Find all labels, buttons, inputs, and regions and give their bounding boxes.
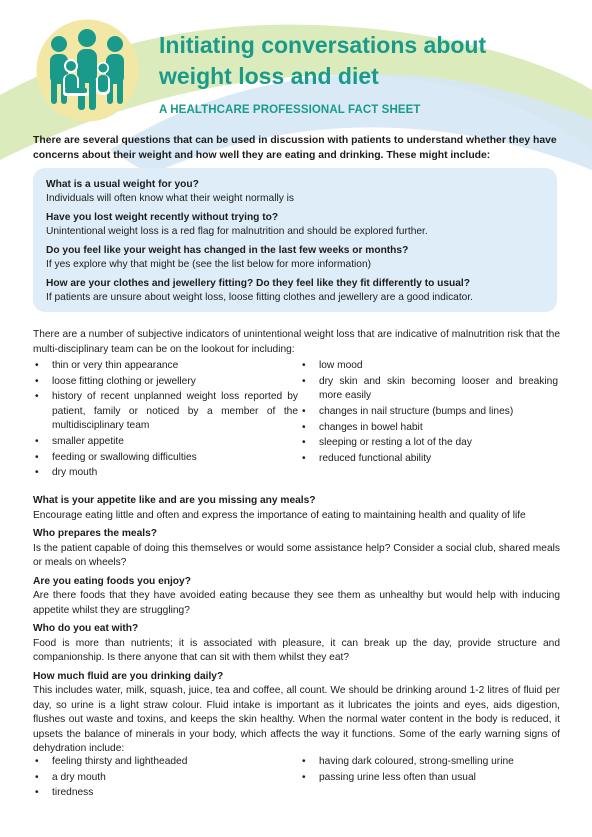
answer-text: Unintentional weight loss is a red flag for malnutrition and should be explored further. (46, 226, 428, 237)
answer-text: If yes explore why that might be (see the list below for more information) (46, 259, 372, 270)
qa-heading: How much fluid are you drinking daily? (33, 670, 224, 682)
indicators-intro: There are a number of subjective indicators of unintentional weight loss that are indicative of malnutrition risk that the multi-disciplinary team can be on the lookout for including: (33, 329, 560, 355)
list-item: • having dark coloured, strong-smelling urine (300, 755, 558, 769)
list-item: • low mood (300, 359, 558, 373)
list-item: • changes in bowel habit (300, 421, 558, 435)
qa-text: Are there foods that they have avoided eating because they see them as unhealthy but would help with inducing appetite whilst they are struggling? (33, 590, 560, 616)
qa-text: Food is more than nutrients; it is associated with pleasure, it can break up the day, provide structure and companionship. Is there anyone that can sit with them whilst they eat? (33, 637, 560, 663)
question-text: How are your clothes and jewellery fitting? Do they feel like they fit differently to usual? (46, 278, 470, 289)
list-item: • dry skin and skin becoming looser and breaking more easily (300, 375, 558, 404)
title-line-2: weight loss and diet (159, 63, 379, 89)
list-item: • dry mouth (33, 466, 298, 480)
list-item: • thin or very thin appearance (33, 359, 298, 373)
qa-heading: Are you eating foods you enjoy? (33, 575, 191, 587)
list-item: • feeding or swallowing difficulties (33, 451, 298, 465)
question-text: What is a usual weight for you? (46, 179, 199, 190)
list-item: • loose fitting clothing or jewellery (33, 375, 298, 389)
list-item: • sleeping or resting a lot of the day (300, 436, 558, 450)
list-item: • reduced functional ability (300, 452, 558, 466)
title-line-1: Initiating conversations about (159, 32, 487, 58)
qa-heading: Who prepares the meals? (33, 528, 157, 539)
people-group-icon (35, 18, 140, 123)
qa-text: Encourage eating little and often and express the importance of eating to maintaining health and quality of life (33, 509, 526, 521)
page-title (159, 30, 579, 92)
list-item: • tiredness (33, 786, 298, 800)
list-item: • a dry mouth (33, 771, 298, 785)
qa-heading: Who do you eat with? (33, 623, 139, 634)
question-item (46, 244, 544, 272)
qa-heading: What is your appetite like and are you missing any meals? (33, 495, 316, 506)
list-item: • smaller appetite (33, 435, 298, 449)
qa-text: This includes water, milk, squash, juice, tea and coffee, all count. We should be drinking around 1-2 litres of fluid per day, so urine is a light straw colour. Fluid intake is important as it lubricates the joints and eyes, aids digestion, flushes out waste and toxins, and keeps the skin healthy. When the normal water content in the body is reduced, it upsets the balance of minerals in your body, which affects the way it functions. Some of the early warning signs of dehydration include: (33, 685, 560, 754)
question-text: Do you feel like your weight has changed in the last few weeks or months? (46, 245, 409, 256)
list-item: • feeling thirsty and lightheaded (33, 755, 298, 769)
list-item: • changes in nail structure (bumps and lines) (300, 405, 558, 419)
list-item: • passing urine less often than usual (300, 771, 558, 785)
indicators-list-left (33, 359, 298, 482)
intro-paragraph: There are several questions that can be used in discussion with patients to understand whether they have concerns about their weight and how well they are eating and drinking. These might include: (33, 135, 557, 161)
question-box (33, 168, 557, 312)
indicators-list-right (300, 359, 558, 468)
qa-text: Is the patient capable of doing this themselves or would some assistance help? Consider a social club, shared meals or meals on wheels? (33, 542, 560, 568)
page-subtitle: A HEALTHCARE PROFESSIONAL FACT SHEET (159, 104, 421, 116)
answer-text: Individuals will often know what their weight normally is (46, 193, 295, 204)
question-text: Have you lost weight recently without trying to? (46, 212, 279, 223)
question-item (46, 277, 544, 305)
question-item (46, 211, 544, 239)
dehydration-list-right (300, 755, 558, 786)
question-item (46, 178, 544, 206)
list-item: • history of recent unplanned weight loss reported by patient, family or noticed by a member of the multidisciplinary team (33, 390, 298, 433)
answer-text: If patients are unsure about weight loss, loose fitting clothes and jewellery are a good indicator. (46, 292, 473, 303)
qa-section (33, 494, 560, 761)
dehydration-list-left (33, 755, 298, 802)
